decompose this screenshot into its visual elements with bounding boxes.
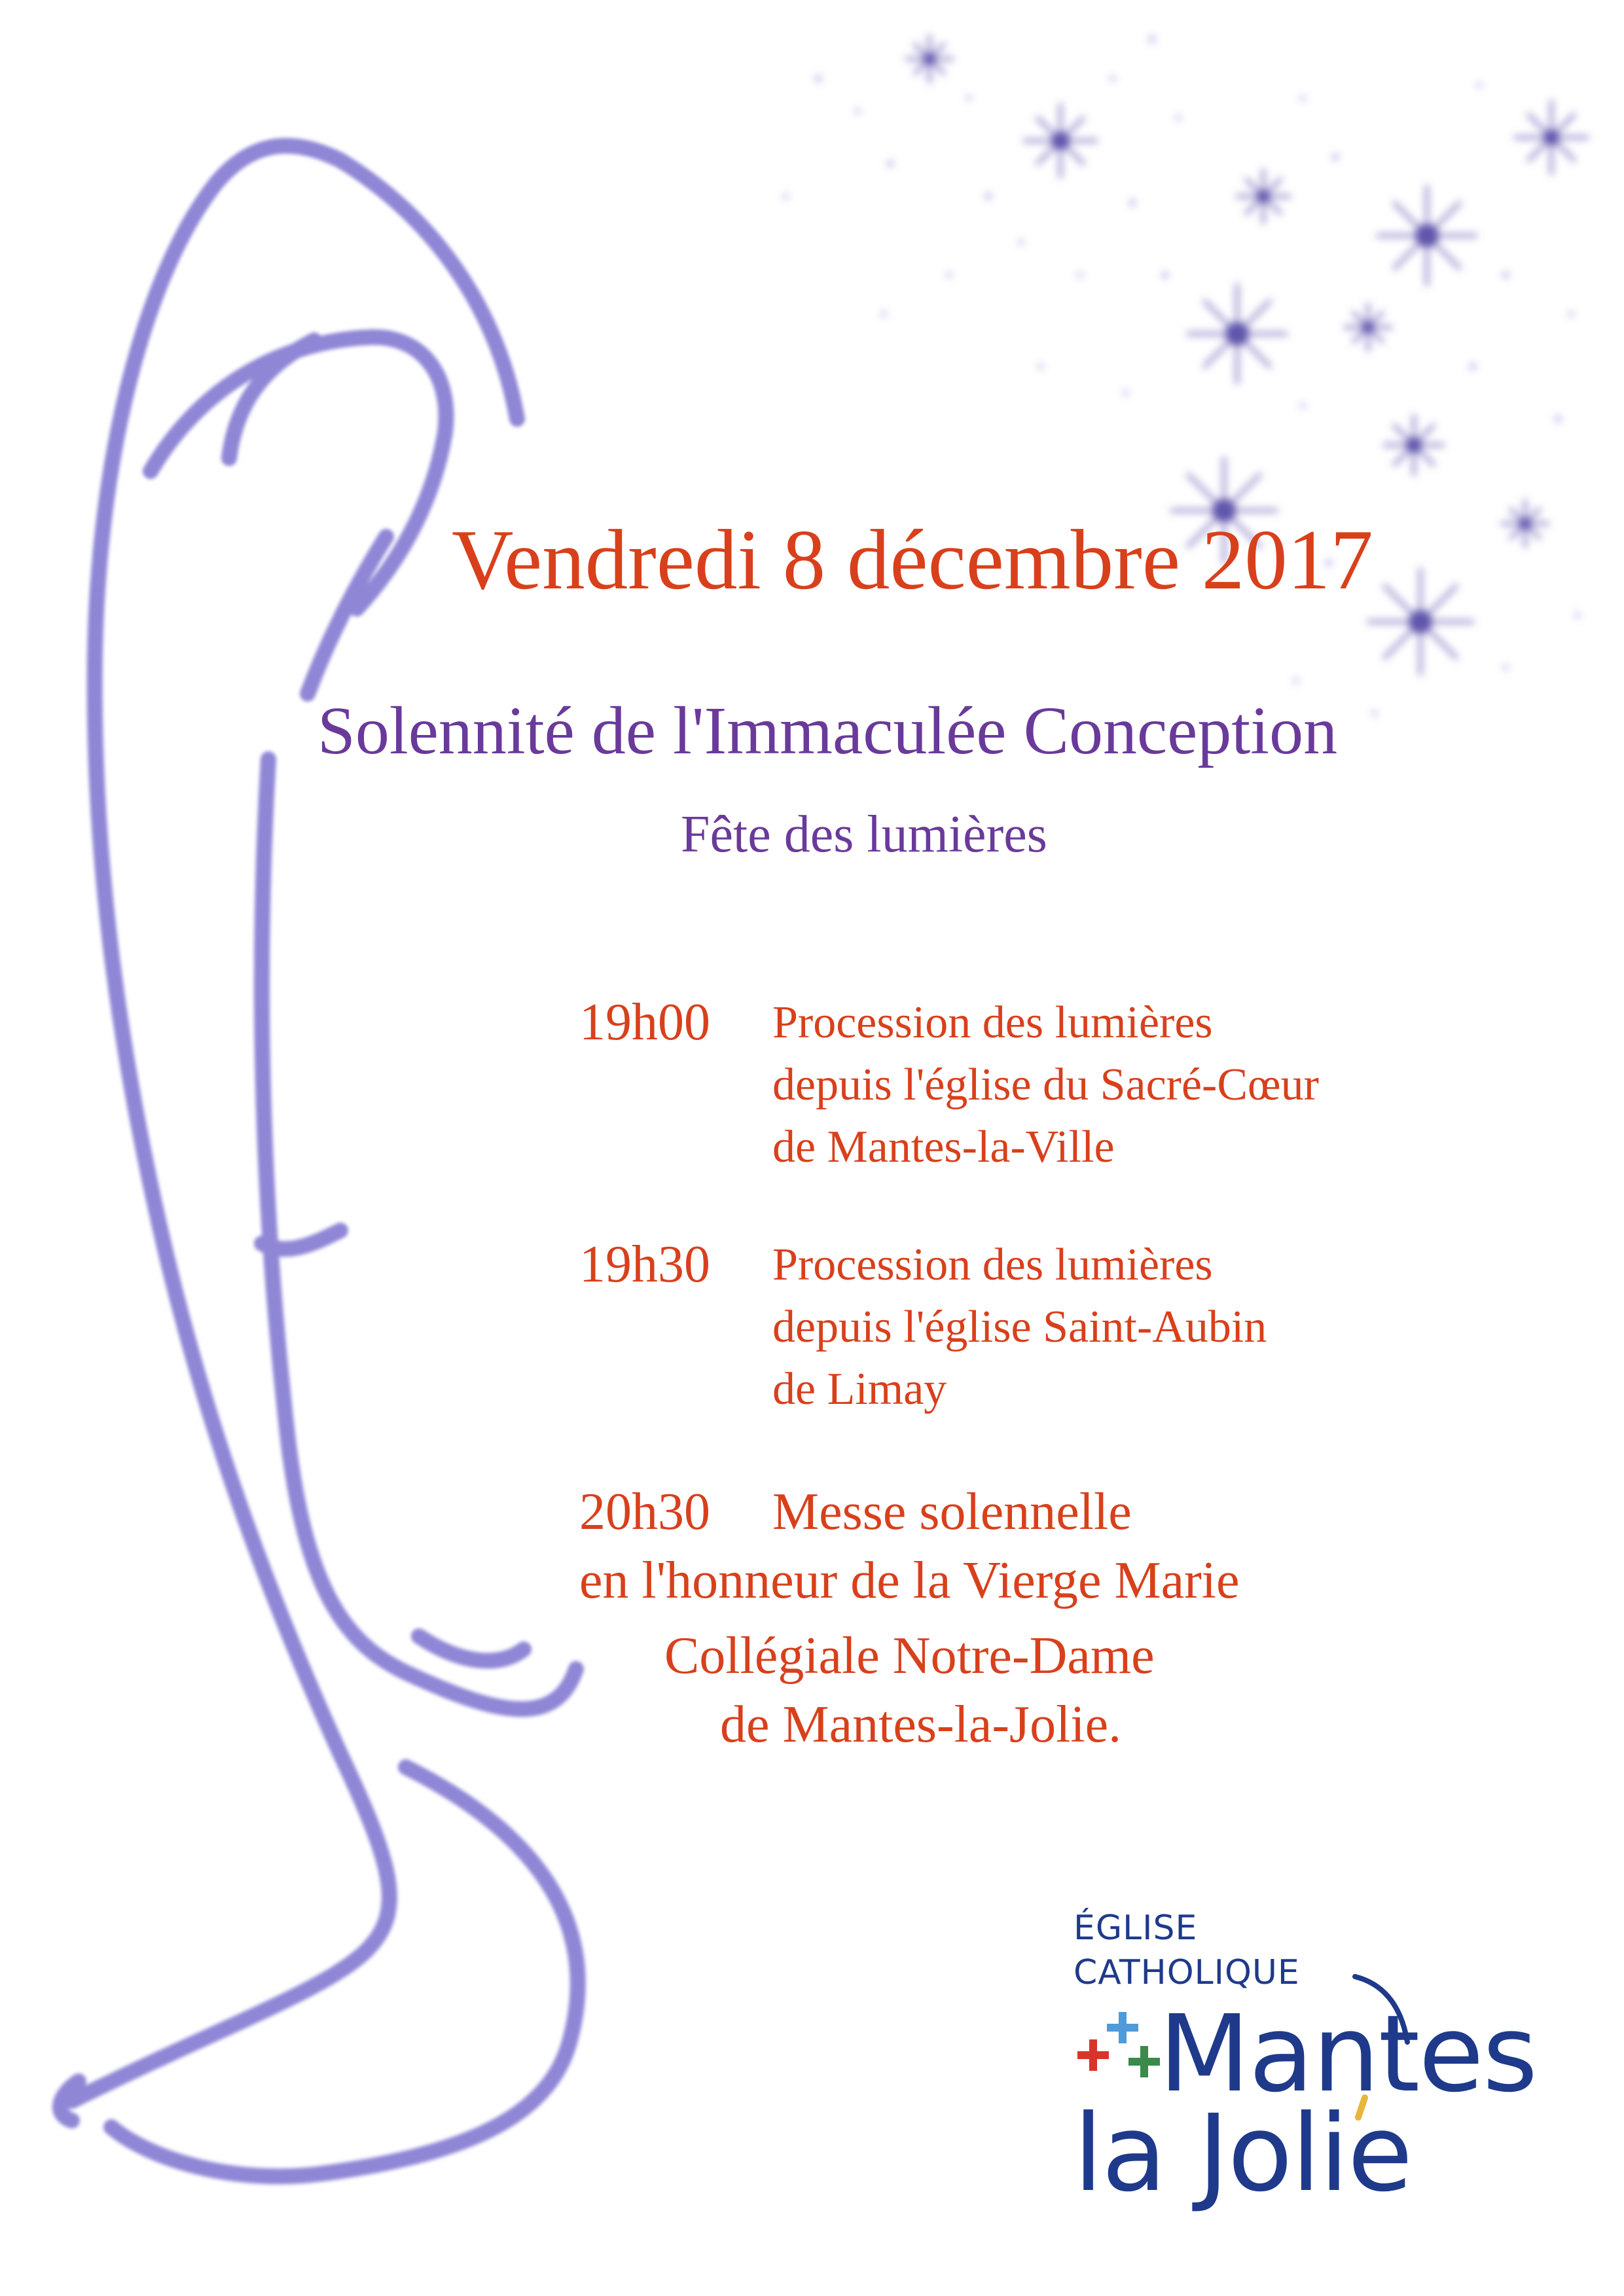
event-line: de Mantes-la-Ville [772,1122,1115,1172]
mass-dedication: en l'honneur de la Vierge Marie [579,1552,1240,1609]
logo-line-mantes: Mantes [1159,1993,1537,2116]
mass-title: Messe solennelle [772,1483,1132,1541]
mass-venue-city: de Mantes-la-Jolie. [720,1696,1122,1753]
feast-title: Solennité de l'Immaculée Conception [317,693,1338,768]
logo-line-catholique: CATHOLIQUE [1074,1953,1300,1992]
event-time: 19h30 [579,1236,710,1293]
schedule-item [579,992,1561,1188]
event-date-title: Vendredi 8 décembre 2017 [452,512,1373,607]
stars-decoration [783,36,1587,716]
mass-time: 20h30 [579,1483,710,1541]
event-time: 19h00 [579,994,710,1051]
feast-subtitle: Fête des lumières [681,806,1047,863]
logo-line-la-jolie: la Jolie [1074,2092,1412,2215]
event-line: depuis l'église du Sacré-Cœur [772,1060,1319,1110]
event-line: de Limay [772,1364,947,1414]
event-line: depuis l'église Saint-Aubin [772,1302,1267,1352]
logo-crosses-icon [1074,2009,1172,2101]
diocese-logo [1074,1909,1571,2215]
schedule-item [579,1234,1561,1430]
logo-line-eglise: ÉGLISE [1074,1909,1198,1948]
event-line: Procession des lumières [772,997,1213,1048]
mass-venue: Collégiale Notre-Dame [664,1627,1155,1685]
event-line: Procession des lumières [772,1240,1213,1290]
